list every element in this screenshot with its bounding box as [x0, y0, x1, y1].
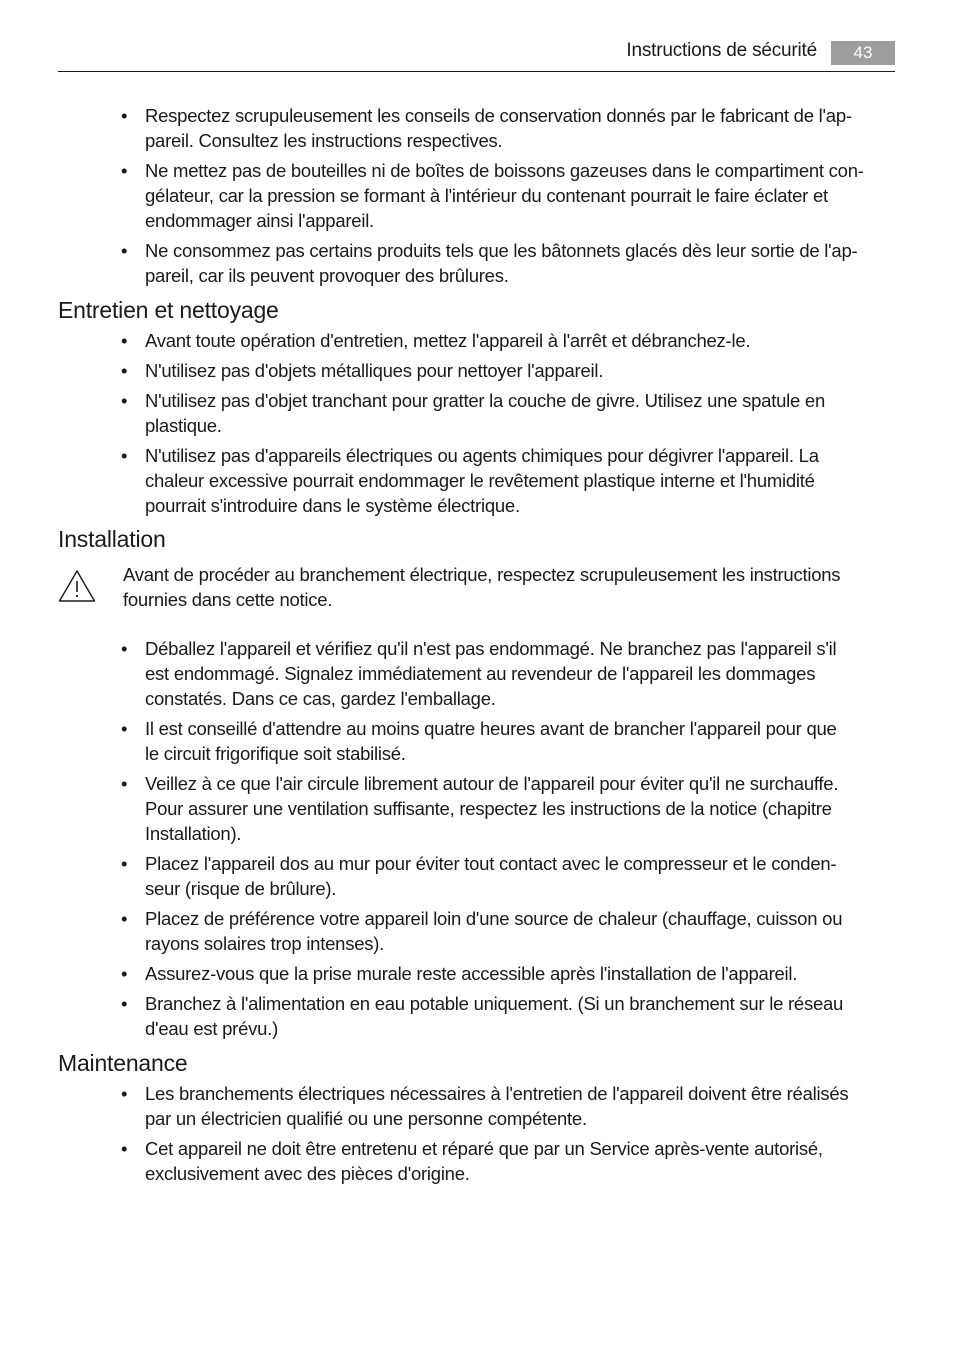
page-content — [58, 103, 898, 1191]
list-item — [58, 358, 898, 383]
bullet-mark: • — [121, 330, 128, 351]
bullet-mark: • — [121, 390, 128, 411]
bullet-mark: • — [121, 853, 128, 874]
list-item-line: N'utilisez pas d'objet tranchant pour gratter la couche de givre. Utilisez une spatule en — [145, 390, 825, 411]
warning-text — [123, 562, 840, 612]
list-item — [58, 388, 898, 438]
list-item-line: Ne mettez pas de bouteilles ni de boîtes de boissons gazeuses dans le compartiment con- — [145, 160, 864, 181]
list-item — [58, 961, 898, 986]
list-item-line: Veillez à ce que l'air circule librement autour de l'appareil pour éviter qu'il ne surchauffe. — [145, 773, 839, 794]
section-heading-installation: Installation — [58, 526, 166, 552]
list-item-line: chaleur excessive pourrait endommager le revêtement plastique interne et l'humidité — [145, 470, 815, 491]
list-item — [58, 158, 898, 233]
list-item-line: exclusivement avec des pièces d'origine. — [145, 1163, 470, 1184]
list-item-line: pareil, car ils peuvent provoquer des brûlures. — [145, 265, 509, 286]
list-item-line: Les branchements électriques nécessaires à l'entretien de l'appareil doivent être réalisés — [145, 1083, 849, 1104]
list-item-line: Pour assurer une ventilation suffisante, respectez les instructions de la notice (chapitre — [145, 798, 832, 819]
page-header — [58, 38, 895, 72]
list-item-line: Installation). — [145, 823, 242, 844]
list-item-line: seur (risque de brûlure). — [145, 878, 337, 899]
bullet-mark: • — [121, 360, 128, 381]
list-item — [58, 636, 898, 711]
list-item — [58, 906, 898, 956]
section-heading-entretien: Entretien et nettoyage — [58, 297, 279, 323]
maintenance-list — [58, 1081, 898, 1186]
warning-block — [58, 562, 898, 636]
bullet-mark: • — [121, 908, 128, 929]
list-item — [58, 1136, 898, 1186]
bullet-mark: • — [121, 240, 128, 261]
list-item-line: pourrait s'introduire dans le système électrique. — [145, 495, 520, 516]
installation-list — [58, 636, 898, 1041]
list-item — [58, 443, 898, 518]
list-item-line: le circuit frigorifique soit stabilisé. — [145, 743, 406, 764]
section-heading-maintenance: Maintenance — [58, 1050, 188, 1076]
bullet-mark: • — [121, 963, 128, 984]
list-item-line: Respectez scrupuleusement les conseils de conservation donnés par le fabricant de l'ap- — [145, 105, 852, 126]
bullet-mark: • — [121, 1083, 128, 1104]
list-item — [58, 103, 898, 153]
warning-text-line: Avant de procéder au branchement électrique, respectez scrupuleusement les instructions — [123, 564, 841, 585]
list-item — [58, 1081, 898, 1131]
list-item-line: Branchez à l'alimentation en eau potable uniquement. (Si un branchement sur le réseau — [145, 993, 844, 1014]
page-number: 43 — [831, 41, 895, 65]
list-item — [58, 328, 898, 353]
list-item-line: Ne consommez pas certains produits tels que les bâtonnets glacés dès leur sortie de l'ap- — [145, 240, 858, 261]
list-item — [58, 716, 898, 766]
list-item-line: gélateur, car la pression se formant à l'intérieur du contenant pourrait le faire éclater et — [145, 185, 828, 206]
warning-triangle-icon — [58, 569, 96, 603]
list-item-line: constatés. Dans ce cas, gardez l'emballage. — [145, 688, 496, 709]
list-item — [58, 851, 898, 901]
list-item-line: Déballez l'appareil et vérifiez qu'il n'est pas endommagé. Ne branchez pas l'appareil s'il — [145, 638, 837, 659]
list-item-line: rayons solaires trop intenses). — [145, 933, 385, 954]
bullet-mark: • — [121, 638, 128, 659]
list-item-line: N'utilisez pas d'objets métalliques pour nettoyer l'appareil. — [145, 360, 604, 381]
list-item — [58, 771, 898, 846]
bullet-mark: • — [121, 105, 128, 126]
list-item-line: Avant toute opération d'entretien, mettez l'appareil à l'arrêt et débranchez-le. — [145, 330, 751, 351]
list-item — [58, 238, 898, 288]
bullet-mark: • — [121, 160, 128, 181]
bullet-mark: • — [121, 445, 128, 466]
bullet-mark: • — [121, 773, 128, 794]
list-item-line: N'utilisez pas d'appareils électriques ou agents chimiques pour dégivrer l'appareil. La — [145, 445, 819, 466]
header-title: Instructions de sécurité — [626, 40, 817, 61]
list-item-line: plastique. — [145, 415, 222, 436]
list-item-line: Cet appareil ne doit être entretenu et réparé que par un Service après-vente autorisé, — [145, 1138, 823, 1159]
entretien-list — [58, 328, 898, 518]
list-item-line: Il est conseillé d'attendre au moins quatre heures avant de brancher l'appareil pour que — [145, 718, 837, 739]
bullet-mark: • — [121, 718, 128, 739]
list-item — [58, 991, 898, 1041]
bullet-mark: • — [121, 1138, 128, 1159]
list-item-line: Placez l'appareil dos au mur pour éviter tout contact avec le compresseur et le conden- — [145, 853, 837, 874]
warning-text-line: fournies dans cette notice. — [123, 589, 333, 610]
list-item-line: Assurez-vous que la prise murale reste accessible après l'installation de l'appareil. — [145, 963, 798, 984]
list-item-line: endommager ainsi l'appareil. — [145, 210, 374, 231]
intro-list — [58, 103, 898, 288]
list-item-line: est endommagé. Signalez immédiatement au revendeur de l'appareil les dommages — [145, 663, 816, 684]
list-item-line: Placez de préférence votre appareil loin d'une source de chaleur (chauffage, cuisson ou — [145, 908, 843, 929]
bullet-mark: • — [121, 993, 128, 1014]
list-item-line: d'eau est prévu.) — [145, 1018, 278, 1039]
list-item-line: par un électricien qualifié ou une personne compétente. — [145, 1108, 587, 1129]
list-item-line: pareil. Consultez les instructions respectives. — [145, 130, 503, 151]
